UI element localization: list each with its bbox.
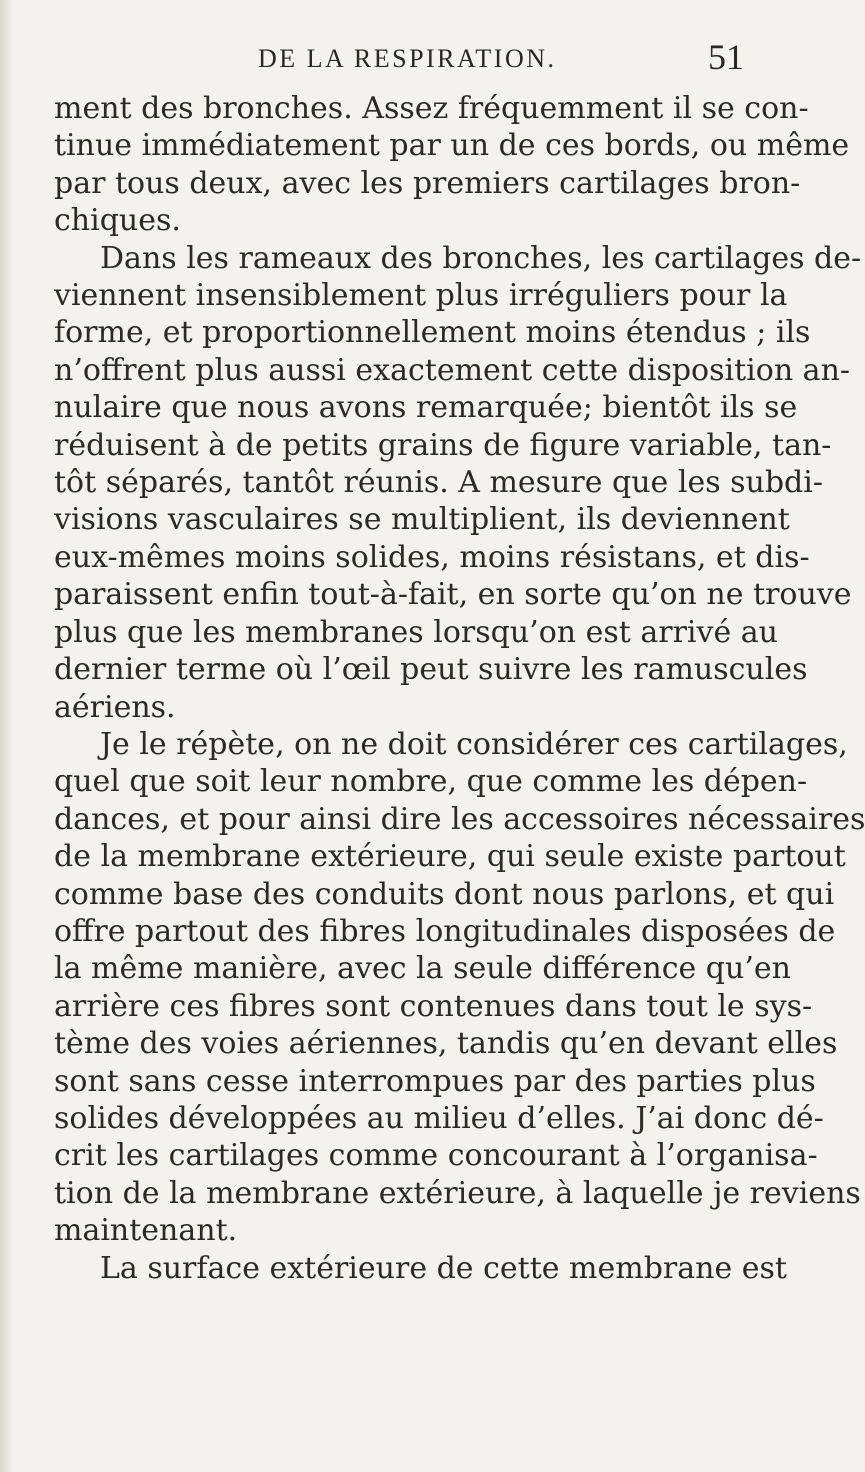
text-line: dernier terme où l’œil peut suivre les ramuscules: [54, 652, 808, 688]
text-line: forme, et proportionnellement moins étendus ; ils: [54, 315, 811, 351]
text-line: viennent insensiblement plus irréguliers pour la: [54, 278, 788, 314]
text-line: paraissent enfin tout-à-fait, en sorte qu’on ne trouve: [54, 577, 852, 613]
text-line: arrière ces fibres sont contenues dans tout le sys-: [54, 988, 813, 1024]
running-head: DE LA RESPIRATION.: [258, 44, 557, 73]
text-line: la même manière, avec la seule différence qu’en: [54, 951, 791, 987]
text-line: chiques.: [54, 203, 181, 239]
text-line: plus que les membranes lorsqu’on est arrivé au: [54, 614, 778, 650]
text-line: Dans les rameaux des bronches, les cartilages de-: [100, 240, 862, 276]
text-line: nulaire que nous avons remarquée; bientôt ils se: [54, 390, 798, 426]
text-line: n’offrent plus aussi exactement cette disposition an-: [54, 352, 851, 388]
text-line: visions vasculaires se multiplient, ils deviennent: [54, 502, 790, 538]
page-number: 51: [708, 37, 744, 77]
text-line: eux-mêmes moins solides, moins résistans, et dis-: [54, 539, 810, 575]
text-line: quel que soit leur nombre, que comme les dépen-: [54, 764, 808, 800]
text-line: tôt séparés, tantôt réunis. A mesure que les subdi-: [54, 465, 823, 501]
text-line: tème des voies aériennes, tandis qu’en devant elles: [54, 1026, 838, 1062]
text-line: réduisent à de petits grains de figure variable, tan-: [54, 427, 832, 463]
text-line: offre partout des fibres longitudinales disposées de: [54, 913, 836, 949]
text-line: maintenant.: [54, 1213, 238, 1249]
text-line: solides développées au milieu d’elles. J’ai donc dé-: [54, 1100, 824, 1136]
text-line: dances, et pour ainsi dire les accessoires nécessaires: [54, 801, 865, 837]
text-line: aériens.: [54, 689, 176, 725]
page-edge-shadow: [0, 0, 14, 1472]
text-line: tinue immédiatement par un de ces bords, ou même: [54, 128, 850, 164]
text-line: ment des bronches. Assez fréquemment il se con-: [54, 91, 809, 126]
text-line: de la membrane extérieure, qui seule existe partout: [54, 839, 846, 875]
text-line: sont sans cesse interrompues par des parties plus: [54, 1063, 816, 1099]
text-line: par tous deux, avec les premiers cartilages bron-: [54, 165, 801, 201]
text-line: crit les cartilages comme concourant à l’organisa-: [54, 1138, 818, 1174]
text-line: tion de la membrane extérieure, à laquelle je reviens: [54, 1175, 861, 1211]
text-line: Je le répète, on ne doit considérer ces cartilages,: [100, 726, 848, 762]
page-header: [0, 38, 801, 78]
text-line: comme base des conduits dont nous parlons, et qui: [54, 876, 835, 912]
text-line: La surface extérieure de cette membrane est: [100, 1250, 787, 1286]
body-text: [54, 90, 865, 1287]
